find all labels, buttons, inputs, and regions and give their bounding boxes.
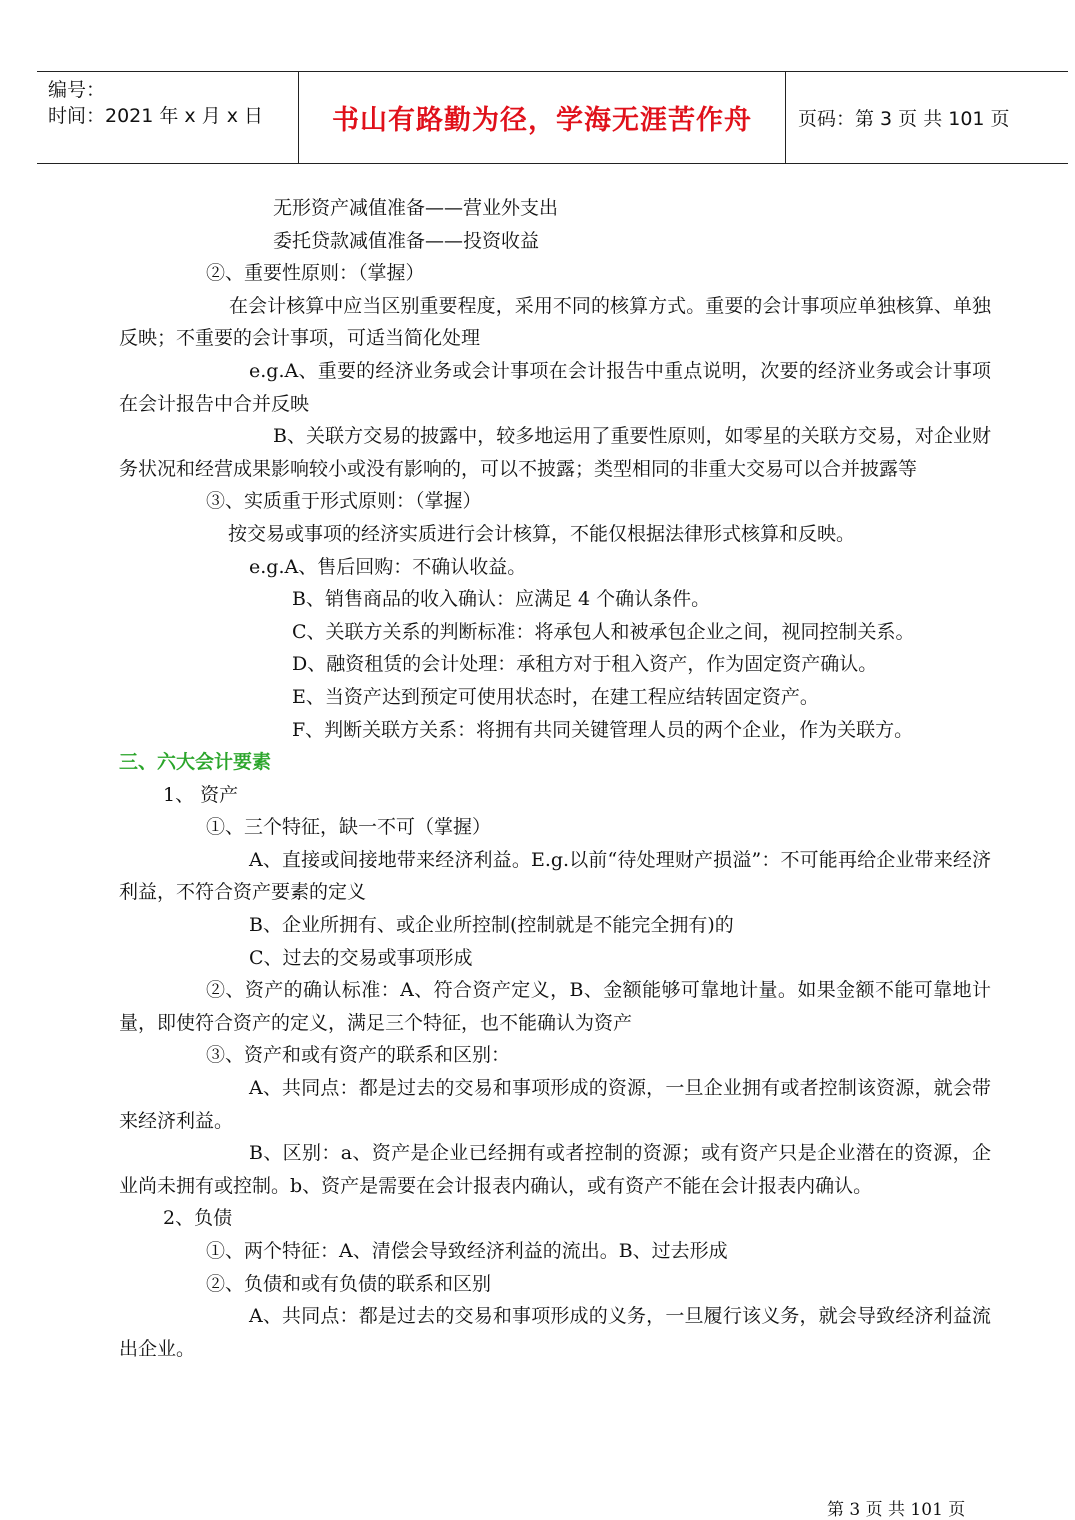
body-paragraph: B、区别：a、资产是企业已经拥有或者控制的资源；或有资产只是企业潜在的资源，企业尚未拥有或控制。b、资产是需要在会计报表内确认，或有资产不能在会计报表内确认。 bbox=[119, 1142, 991, 1197]
body-paragraph: A、共同点：都是过去的交易和事项形成的资源，一旦企业拥有或者控制该资源，就会带来经济利益。 bbox=[119, 1077, 991, 1132]
page-footer: 第 3 页 共 101 页 bbox=[827, 1500, 966, 1520]
header-page-label: 页码：第 3 页 共 101 页 bbox=[798, 108, 1010, 130]
body-line: B、企业所拥有、或企业所控制(控制就是不能完全拥有)的 bbox=[249, 914, 734, 937]
body-paragraph: e.g.A、重要的经济业务或会计事项在会计报告中重点说明，次要的经济业务或会计事项在会计报告中合并反映 bbox=[119, 359, 991, 415]
body-paragraph: A、共同点：都是过去的交易和事项形成的义务，一旦履行该义务，就会导致经济利益流出企业。 bbox=[119, 1305, 991, 1360]
section-heading: 三、六大会计要素 bbox=[119, 751, 272, 774]
subsection-heading: 1、 资产 bbox=[163, 783, 239, 806]
body-line: ③、实质重于形式原则：（掌握） bbox=[206, 490, 482, 513]
body-line: F、判断关联方关系：将拥有共同关键管理人员的两个企业，作为关联方。 bbox=[292, 718, 914, 741]
body-paragraph: B、关联方交易的披露中，较多地运用了重要性原则，如零星的关联方交易，对企业财务状况和经营成果影响较小或没有影响的，可以不披露；类型相同的非重大交易可以合并披露等 bbox=[119, 425, 991, 480]
body-paragraph: ②、资产的确认标准：A、符合资产定义，B、金额能够可靠地计量。如果金额不能可靠地计量，即使符合资产的定义，满足三个特征，也不能确认为资产 bbox=[119, 979, 991, 1034]
page-header bbox=[37, 71, 1068, 164]
body-line: 无形资产减值准备——营业外支出 bbox=[273, 197, 559, 219]
header-motto: 书山有路勤为径，学海无涯苦作舟 bbox=[299, 72, 786, 163]
body-line: E、当资产达到预定可使用状态时，在建工程应结转固定资产。 bbox=[292, 685, 819, 708]
body-line: C、过去的交易或事项形成 bbox=[249, 946, 473, 969]
body-line: C、关联方关系的判断标准：将承包人和被承包企业之间，视同控制关系。 bbox=[292, 620, 915, 643]
header-info-cell bbox=[37, 72, 299, 163]
document-body bbox=[119, 192, 991, 1365]
body-line: ②、负债和或有负债的联系和区别 bbox=[206, 1272, 492, 1295]
subsection-heading: 2、负债 bbox=[163, 1207, 233, 1230]
body-line: 按交易或事项的经济实质进行会计核算，不能仅根据法律形式核算和反映。 bbox=[228, 522, 856, 545]
body-line: ①、三个特征，缺一不可（掌握） bbox=[206, 816, 492, 839]
body-line: D、融资租赁的会计处理：承租方对于租入资产，作为固定资产确认。 bbox=[292, 653, 878, 676]
body-line: B、销售商品的收入确认：应满足 4 个确认条件。 bbox=[292, 588, 711, 611]
body-line: ③、资产和或有资产的联系和区别： bbox=[206, 1044, 511, 1067]
time-label: 时间：2021 年 x 月 x 日 bbox=[48, 105, 264, 127]
body-line: ①、两个特征：A、清偿会导致经济利益的流出。B、过去形成 bbox=[206, 1240, 728, 1262]
number-label: 编号： bbox=[48, 79, 106, 101]
body-paragraph: 在会计核算中应当区别重要程度，采用不同的核算方式。重要的会计事项应单独核算、单独反映；不重要的会计事项，可适当简化处理 bbox=[119, 294, 991, 350]
body-line: e.g.A、售后回购：不确认收益。 bbox=[249, 555, 527, 578]
body-paragraph: A、直接或间接地带来经济利益。E.g.以前“待处理财产损溢”：不可能再给企业带来经济利益，不符合资产要素的定义 bbox=[119, 848, 991, 904]
body-line: 委托贷款减值准备——投资收益 bbox=[273, 229, 540, 252]
body-line: ②、重要性原则：（掌握） bbox=[206, 262, 425, 285]
